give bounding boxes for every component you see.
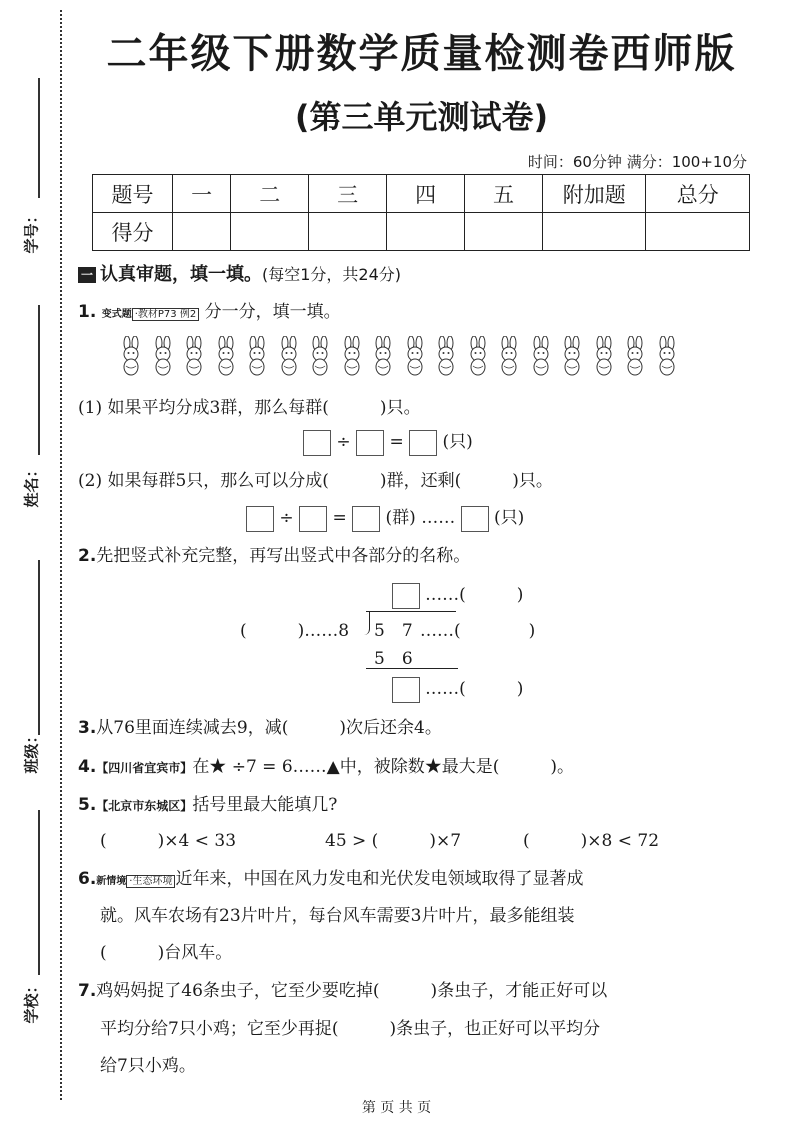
division-bar	[366, 611, 456, 612]
score-cell[interactable]	[465, 213, 543, 251]
question-5	[78, 790, 337, 815]
question-text: 分一分，填一填。	[204, 302, 341, 322]
rabbit-icon	[339, 336, 365, 376]
answer-box[interactable]	[303, 430, 331, 456]
unit-label: (只)	[442, 432, 473, 452]
exam-meta: 时间：60分钟 满分：100+10分	[527, 153, 747, 171]
answer-box[interactable]	[299, 506, 327, 532]
question-tag	[96, 875, 175, 888]
name-line	[38, 305, 40, 455]
page-title: 二年级下册数学质量检测卷西师版	[106, 31, 737, 77]
answer-box[interactable]	[246, 506, 274, 532]
score-cell[interactable]	[387, 213, 465, 251]
divide-sign: ÷	[336, 432, 351, 452]
remainder-box[interactable]	[392, 677, 420, 703]
rabbit-row	[118, 336, 685, 380]
question-text: 从76里面连续减去9，减( )次后还余4。	[96, 718, 442, 738]
rabbit-icon	[528, 336, 554, 376]
rabbit-icon	[433, 336, 459, 376]
question-number: 6.	[78, 869, 97, 889]
divide-sign: ÷	[279, 508, 294, 528]
student-id-label: 学号：	[22, 208, 41, 254]
score-cell-header: 总分	[646, 175, 750, 213]
question-number: 4.	[78, 757, 97, 777]
dividend-name-blank: ……( )	[420, 621, 536, 641]
binding-dotted-line	[60, 10, 62, 1100]
rabbit-icon	[213, 336, 239, 376]
rabbit-icon	[654, 336, 680, 376]
rabbit-icon	[276, 336, 302, 376]
question-number: 5.	[78, 795, 97, 815]
page-footer: 第 页 共 页	[361, 1100, 432, 1116]
question-text-line-2: 就。风车农场有23片叶片，每台风车需要3片叶片，最多能组装	[100, 906, 575, 926]
rabbit-icon	[244, 336, 270, 376]
score-cell[interactable]	[542, 213, 645, 251]
page-subtitle: (第三单元测试卷)	[294, 98, 549, 136]
score-cell[interactable]	[309, 213, 387, 251]
question-tag	[102, 308, 199, 321]
rabbit-icon	[181, 336, 207, 376]
question-text: 括号里最大能填几?	[192, 795, 338, 815]
answer-box[interactable]	[352, 506, 380, 532]
unit-label: (群) ……	[385, 508, 456, 528]
dividend: 5 7	[374, 621, 413, 641]
equation-2	[246, 503, 524, 532]
score-cell[interactable]	[646, 213, 750, 251]
quotient-row	[392, 580, 523, 609]
region-tag: 【北京市东城区】	[96, 799, 193, 813]
score-cell-header: 五	[465, 175, 543, 213]
tag-source: ·生态环境	[126, 875, 175, 888]
answer-box[interactable]	[356, 430, 384, 456]
rabbit-icon	[622, 336, 648, 376]
question-text-line-1: 鸡妈妈捉了46条虫子，它至少要吃掉( )条虫子，才能正好可以	[96, 981, 608, 1001]
divisor-label: ( )……8	[240, 621, 350, 641]
tag-source: ·教材P73 例2	[132, 308, 199, 321]
rabbit-icon	[307, 336, 333, 376]
question-number: 1.	[78, 302, 97, 322]
class-label: 班级：	[22, 728, 41, 774]
equals-sign: =	[389, 432, 404, 452]
question-3	[78, 713, 442, 738]
score-row-label: 得分	[93, 213, 173, 251]
section-heading	[78, 260, 401, 286]
inequality-2: 45 > ( )×7	[325, 831, 462, 851]
score-cell[interactable]	[172, 213, 230, 251]
question-text: 先把竖式补充完整，再写出竖式中各部分的名称。	[96, 546, 471, 566]
rabbit-icon	[118, 336, 144, 376]
question-number: 3.	[78, 718, 97, 738]
rabbit-icon	[591, 336, 617, 376]
question-text: 在★ ÷7 = 6……▲中，被除数★最大是( )。	[192, 757, 574, 777]
section-score-note: (每空1分，共24分)	[262, 265, 402, 284]
question-number: 7.	[78, 981, 97, 1001]
name-label: 姓名：	[22, 462, 41, 508]
school-line	[38, 810, 40, 975]
score-cell-header: 附加题	[542, 175, 645, 213]
remainder-row	[392, 674, 523, 703]
question-4	[78, 752, 574, 777]
score-cell-header: 题号	[93, 175, 173, 213]
class-line	[38, 560, 40, 735]
question-text-line-3: ( )台风车。	[100, 943, 233, 963]
subtraction-line	[366, 668, 458, 669]
question-6	[78, 864, 583, 889]
question-text-line-2: 平均分给7只小鸡；它至少再捉( )条虫子，也正好可以平均分	[100, 1019, 601, 1039]
section-number-box: 一	[78, 267, 96, 283]
school-label: 学校：	[22, 978, 41, 1024]
inequality-1: ( )×4 < 33	[100, 831, 237, 851]
score-table-header-row	[93, 175, 750, 213]
remainder-name-blank: ……( )	[425, 679, 524, 699]
quotient-name-blank: ……( )	[425, 585, 524, 605]
score-cell[interactable]	[231, 213, 309, 251]
question-number: 2.	[78, 546, 97, 566]
question-text-line-1: 近年来，中国在风力发电和光伏发电领域取得了显著成	[175, 869, 584, 889]
answer-box[interactable]	[461, 506, 489, 532]
score-cell-header: 一	[172, 175, 230, 213]
question-1	[78, 297, 341, 322]
inequality-3: ( )×8 < 72	[523, 831, 660, 851]
score-table	[92, 174, 750, 251]
score-cell-header: 二	[231, 175, 309, 213]
region-tag: 【四川省宜宾市】	[96, 761, 193, 775]
division-bracket	[363, 611, 370, 635]
rabbit-icon	[559, 336, 585, 376]
product: 5 6	[374, 649, 413, 669]
question-text-line-3: 给7只小鸡。	[100, 1056, 196, 1076]
quotient-box[interactable]	[392, 583, 420, 609]
question-7	[78, 976, 607, 1001]
section-title: 认真审题，填一填。	[100, 264, 262, 285]
score-cell-header: 三	[309, 175, 387, 213]
rabbit-icon	[370, 336, 396, 376]
score-table-score-row	[93, 213, 750, 251]
tag-label: 新情境	[96, 876, 127, 887]
rabbit-icon	[150, 336, 176, 376]
rabbit-icon	[496, 336, 522, 376]
equals-sign: =	[332, 508, 347, 528]
answer-box[interactable]	[409, 430, 437, 456]
rabbit-icon	[465, 336, 491, 376]
tag-label: 变式题	[101, 309, 132, 320]
equation-1	[303, 427, 473, 456]
question-2	[78, 541, 470, 566]
unit-label: (只)	[494, 508, 525, 528]
score-cell-header: 四	[387, 175, 465, 213]
question-1-part-2: (2) 如果每群5只，那么可以分成( )群，还剩( )只。	[78, 471, 553, 491]
question-1-part-1: (1) 如果平均分成3群，那么每群( )只。	[78, 398, 421, 418]
rabbit-icon	[402, 336, 428, 376]
